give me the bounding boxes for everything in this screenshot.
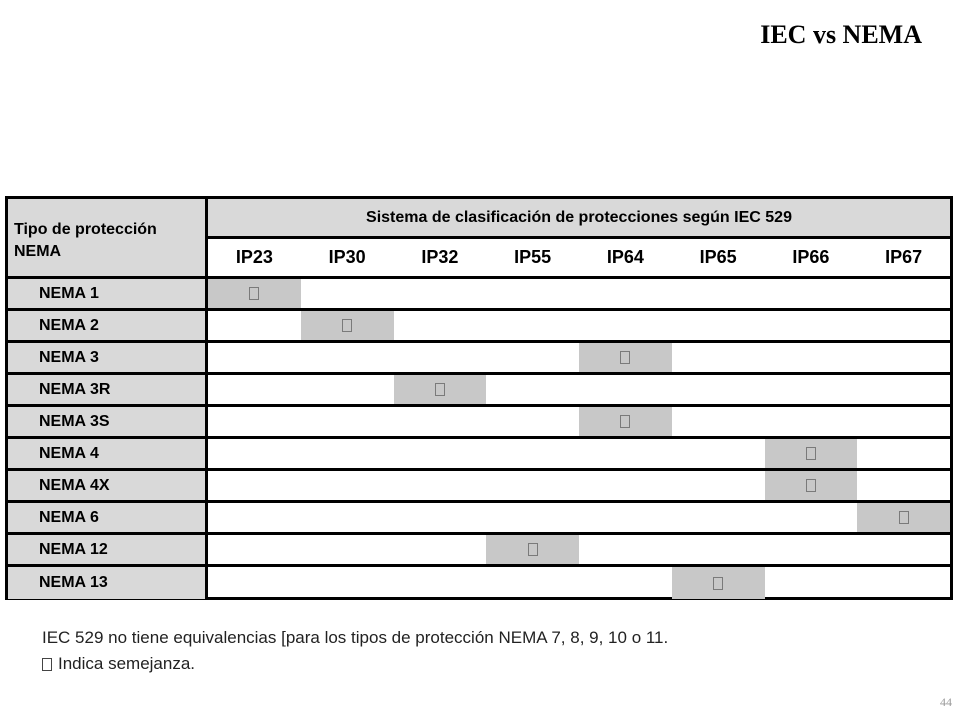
table-cell (301, 439, 394, 468)
table-cell (672, 439, 765, 468)
table-cell (394, 503, 487, 532)
table-cell (301, 375, 394, 404)
table-cell (765, 279, 858, 308)
table-row (8, 503, 950, 535)
table-cell (579, 279, 672, 308)
table-cell (579, 311, 672, 340)
table-cell (765, 439, 858, 468)
table-cell (301, 535, 394, 564)
table-row (8, 311, 950, 343)
page-number: 44 (940, 695, 952, 709)
corner-header: Tipo de protección NEMA (8, 199, 208, 279)
table-cell (208, 311, 301, 340)
table-cell (394, 567, 487, 599)
table-cell (301, 311, 394, 340)
table-cell (579, 503, 672, 532)
iec-nema-table (5, 196, 953, 600)
table-cell (301, 471, 394, 500)
similarity-mark-icon (342, 319, 352, 332)
table-cell (579, 535, 672, 564)
table-cell (672, 535, 765, 564)
table-cell (672, 375, 765, 404)
table-cell (208, 503, 301, 532)
table-cell (857, 567, 950, 599)
table-cell (579, 567, 672, 599)
table-row (8, 407, 950, 439)
group-header: Sistema de clasificación de protecciones según IEC 529 (208, 199, 950, 239)
column-headers (208, 239, 950, 279)
table-cell (486, 535, 579, 564)
table-row (8, 535, 950, 567)
table-cell (208, 343, 301, 372)
table-cell (208, 471, 301, 500)
table-cell (857, 343, 950, 372)
table-cell (579, 439, 672, 468)
table-cell (486, 407, 579, 436)
table-cell (208, 439, 301, 468)
similarity-mark-icon (806, 479, 816, 492)
table-cell (765, 535, 858, 564)
slide-title: IEC vs NEMA (760, 20, 922, 49)
table-cell (394, 279, 487, 308)
table-cell (857, 535, 950, 564)
column-header: IP23 (235, 247, 273, 267)
row-label: NEMA 13 (8, 567, 208, 599)
table-cell (672, 567, 765, 599)
table-cell (208, 279, 301, 308)
table-cell (301, 279, 394, 308)
table-cell (857, 311, 950, 340)
table-cell (301, 407, 394, 436)
row-label: NEMA 4X (8, 471, 208, 500)
row-label: NEMA 1 (8, 279, 208, 308)
table-cell (765, 407, 858, 436)
table-row (8, 567, 950, 599)
table-cell (486, 439, 579, 468)
table-cell (672, 311, 765, 340)
note-no-equivalence: IEC 529 no tiene equivalencias [para los tipos de protección NEMA 7, 8, 9, 10 o 11. (42, 628, 669, 647)
table-cell (208, 407, 301, 436)
column-header: IP55 (514, 247, 552, 267)
column-header: IP64 (606, 247, 644, 267)
table-cell (672, 503, 765, 532)
column-header: IP65 (699, 247, 737, 267)
column-header: IP32 (421, 247, 459, 267)
table-cell (208, 375, 301, 404)
row-label: NEMA 3S (8, 407, 208, 436)
table-row (8, 279, 950, 311)
table-cell (394, 535, 487, 564)
table-row (8, 439, 950, 471)
row-label: NEMA 12 (8, 535, 208, 564)
table-cell (857, 439, 950, 468)
table-row (8, 471, 950, 503)
row-label: NEMA 3 (8, 343, 208, 372)
table-cell (765, 503, 858, 532)
similarity-mark-icon (249, 287, 259, 300)
table-cell (394, 343, 487, 372)
table-cell (857, 471, 950, 500)
table-cell (672, 343, 765, 372)
row-label: NEMA 4 (8, 439, 208, 468)
table-cell (486, 503, 579, 532)
table-cell (394, 439, 487, 468)
row-label: NEMA 2 (8, 311, 208, 340)
table-cell (394, 471, 487, 500)
note-legend (42, 654, 195, 674)
table-cell (765, 311, 858, 340)
table-cell (394, 407, 487, 436)
table-cell (301, 503, 394, 532)
similarity-mark-icon (435, 383, 445, 396)
table-cell (486, 567, 579, 599)
table-cell (672, 279, 765, 308)
table-cell (579, 343, 672, 372)
table-cell (301, 343, 394, 372)
similarity-mark-icon (620, 415, 630, 428)
table-cell (857, 279, 950, 308)
row-label: NEMA 3R (8, 375, 208, 404)
table-cell (672, 471, 765, 500)
table-cell (486, 279, 579, 308)
table-cell (672, 407, 765, 436)
column-header: IP67 (885, 247, 923, 267)
table-cell (857, 503, 950, 532)
table-cell (765, 567, 858, 599)
table-cell (857, 375, 950, 404)
similarity-mark-icon (42, 658, 52, 671)
column-header: IP66 (792, 247, 830, 267)
table-body (8, 279, 950, 597)
table-cell (486, 375, 579, 404)
table-cell (579, 471, 672, 500)
legend-text: Indica semejanza. (58, 654, 196, 673)
similarity-mark-icon (713, 577, 723, 590)
row-label: NEMA 6 (8, 503, 208, 532)
table-cell (765, 471, 858, 500)
similarity-mark-icon (528, 543, 538, 556)
table-cell (765, 343, 858, 372)
similarity-mark-icon (899, 511, 909, 524)
table-cell (208, 567, 301, 599)
table-cell (579, 375, 672, 404)
table-cell (486, 311, 579, 340)
table-cell (765, 375, 858, 404)
table-cell (579, 407, 672, 436)
table-cell (394, 375, 487, 404)
table-cell (394, 311, 487, 340)
table-cell (208, 535, 301, 564)
table-row (8, 343, 950, 375)
table-row (8, 375, 950, 407)
column-header: IP30 (328, 247, 366, 267)
similarity-mark-icon (620, 351, 630, 364)
similarity-mark-icon (806, 447, 816, 460)
table-cell (486, 471, 579, 500)
table-cell (486, 343, 579, 372)
table-cell (857, 407, 950, 436)
table-cell (301, 567, 394, 599)
